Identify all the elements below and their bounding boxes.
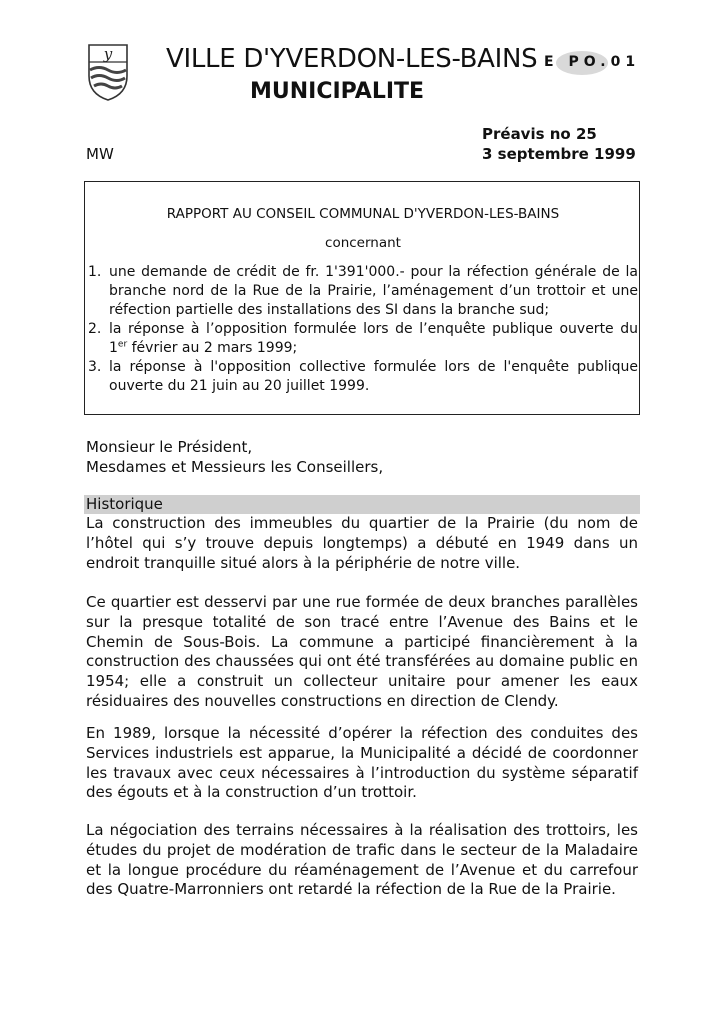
salutation bbox=[86, 437, 383, 477]
city-crest-icon bbox=[86, 42, 130, 102]
salutation-line: Monsieur le Président, bbox=[86, 438, 253, 456]
preavis-date: 3 septembre 1999 bbox=[482, 145, 636, 163]
report-item-text: la réponse à l’opposition formulée lors de l’enquête publique ouverte du 1 bbox=[109, 321, 638, 356]
report-concerning: concernant bbox=[325, 235, 401, 251]
preavis-number: Préavis no 25 bbox=[482, 125, 597, 143]
expo-logo-text: E PO.01 bbox=[544, 54, 641, 70]
preavis-block bbox=[482, 124, 636, 164]
report-item bbox=[85, 358, 638, 396]
report-item-text: la réponse à l'opposition collective formulée lors de l'enquête publique ouverte du 21 juin au 20 juillet 1999. bbox=[109, 359, 638, 394]
report-items bbox=[85, 263, 638, 396]
report-item-number: 1. bbox=[88, 264, 102, 280]
expo-logo bbox=[544, 46, 672, 80]
report-item bbox=[85, 263, 638, 320]
report-item-number: 3. bbox=[88, 359, 102, 375]
city-title: VILLE D'YVERDON-LES-BAINS bbox=[166, 44, 538, 74]
paragraph: Ce quartier est desservi par une rue formée de deux branches parallèles sur la presque totalité de son tracé entre l’Avenue des Bains et le Chemin de Sous-Bois. La commune a participé financièrement à la construction des chaussées qui ont été transférées au domaine public en 1954; elle a construit un collecteur unitaire pour amener les eaux résiduaires des nouvelles constructions en direction de Clendy. bbox=[86, 593, 638, 710]
crest-letter: y bbox=[103, 45, 113, 63]
paragraph: La négociation des terrains nécessaires à la réalisation des trottoirs, les études du projet de modération de trafic dans le secteur de la Maladaire et la longue procédure du réaménagement de l’Avenue et du carrefour des Quatre-Marronniers ont retardé la réfection de la Rue de la Prairie. bbox=[86, 821, 638, 899]
paragraph: La construction des immeubles du quartier de la Prairie (du nom de l’hôtel qui s’y trouve depuis longtemps) a débuté en 1949 dans un endroit tranquille situé alors à la périphérie de notre ville. bbox=[86, 514, 638, 572]
report-item-text: une demande de crédit de fr. 1'391'000.- pour la réfection générale de la branche nord de la Rue de la Prairie, l’aménagement d’un trottoir et une réfection partielle des installations des SI dans la branche sud; bbox=[109, 264, 638, 318]
section-heading: Historique bbox=[84, 495, 640, 514]
report-title: RAPPORT AU CONSEIL COMMUNAL D'YVERDON-LES-BAINS bbox=[166, 206, 560, 222]
author-initials: MW bbox=[86, 145, 114, 163]
municipality-title: MUNICIPALITE bbox=[250, 79, 425, 104]
paragraph: En 1989, lorsque la nécessité d’opérer la réfection des conduites des Services industriels est apparue, la Municipalité a décidé de coordonner les travaux avec ceux nécessaires à l’introduction du système séparatif des égouts et à la construction d’un trottoir. bbox=[86, 724, 638, 802]
report-box bbox=[84, 181, 640, 415]
report-item-number: 2. bbox=[88, 321, 102, 337]
report-item-text-end: février au 2 mars 1999; bbox=[127, 340, 298, 356]
report-item bbox=[85, 320, 638, 358]
salutation-line: Mesdames et Messieurs les Conseillers, bbox=[86, 458, 384, 476]
report-item-sup: er bbox=[117, 339, 128, 350]
